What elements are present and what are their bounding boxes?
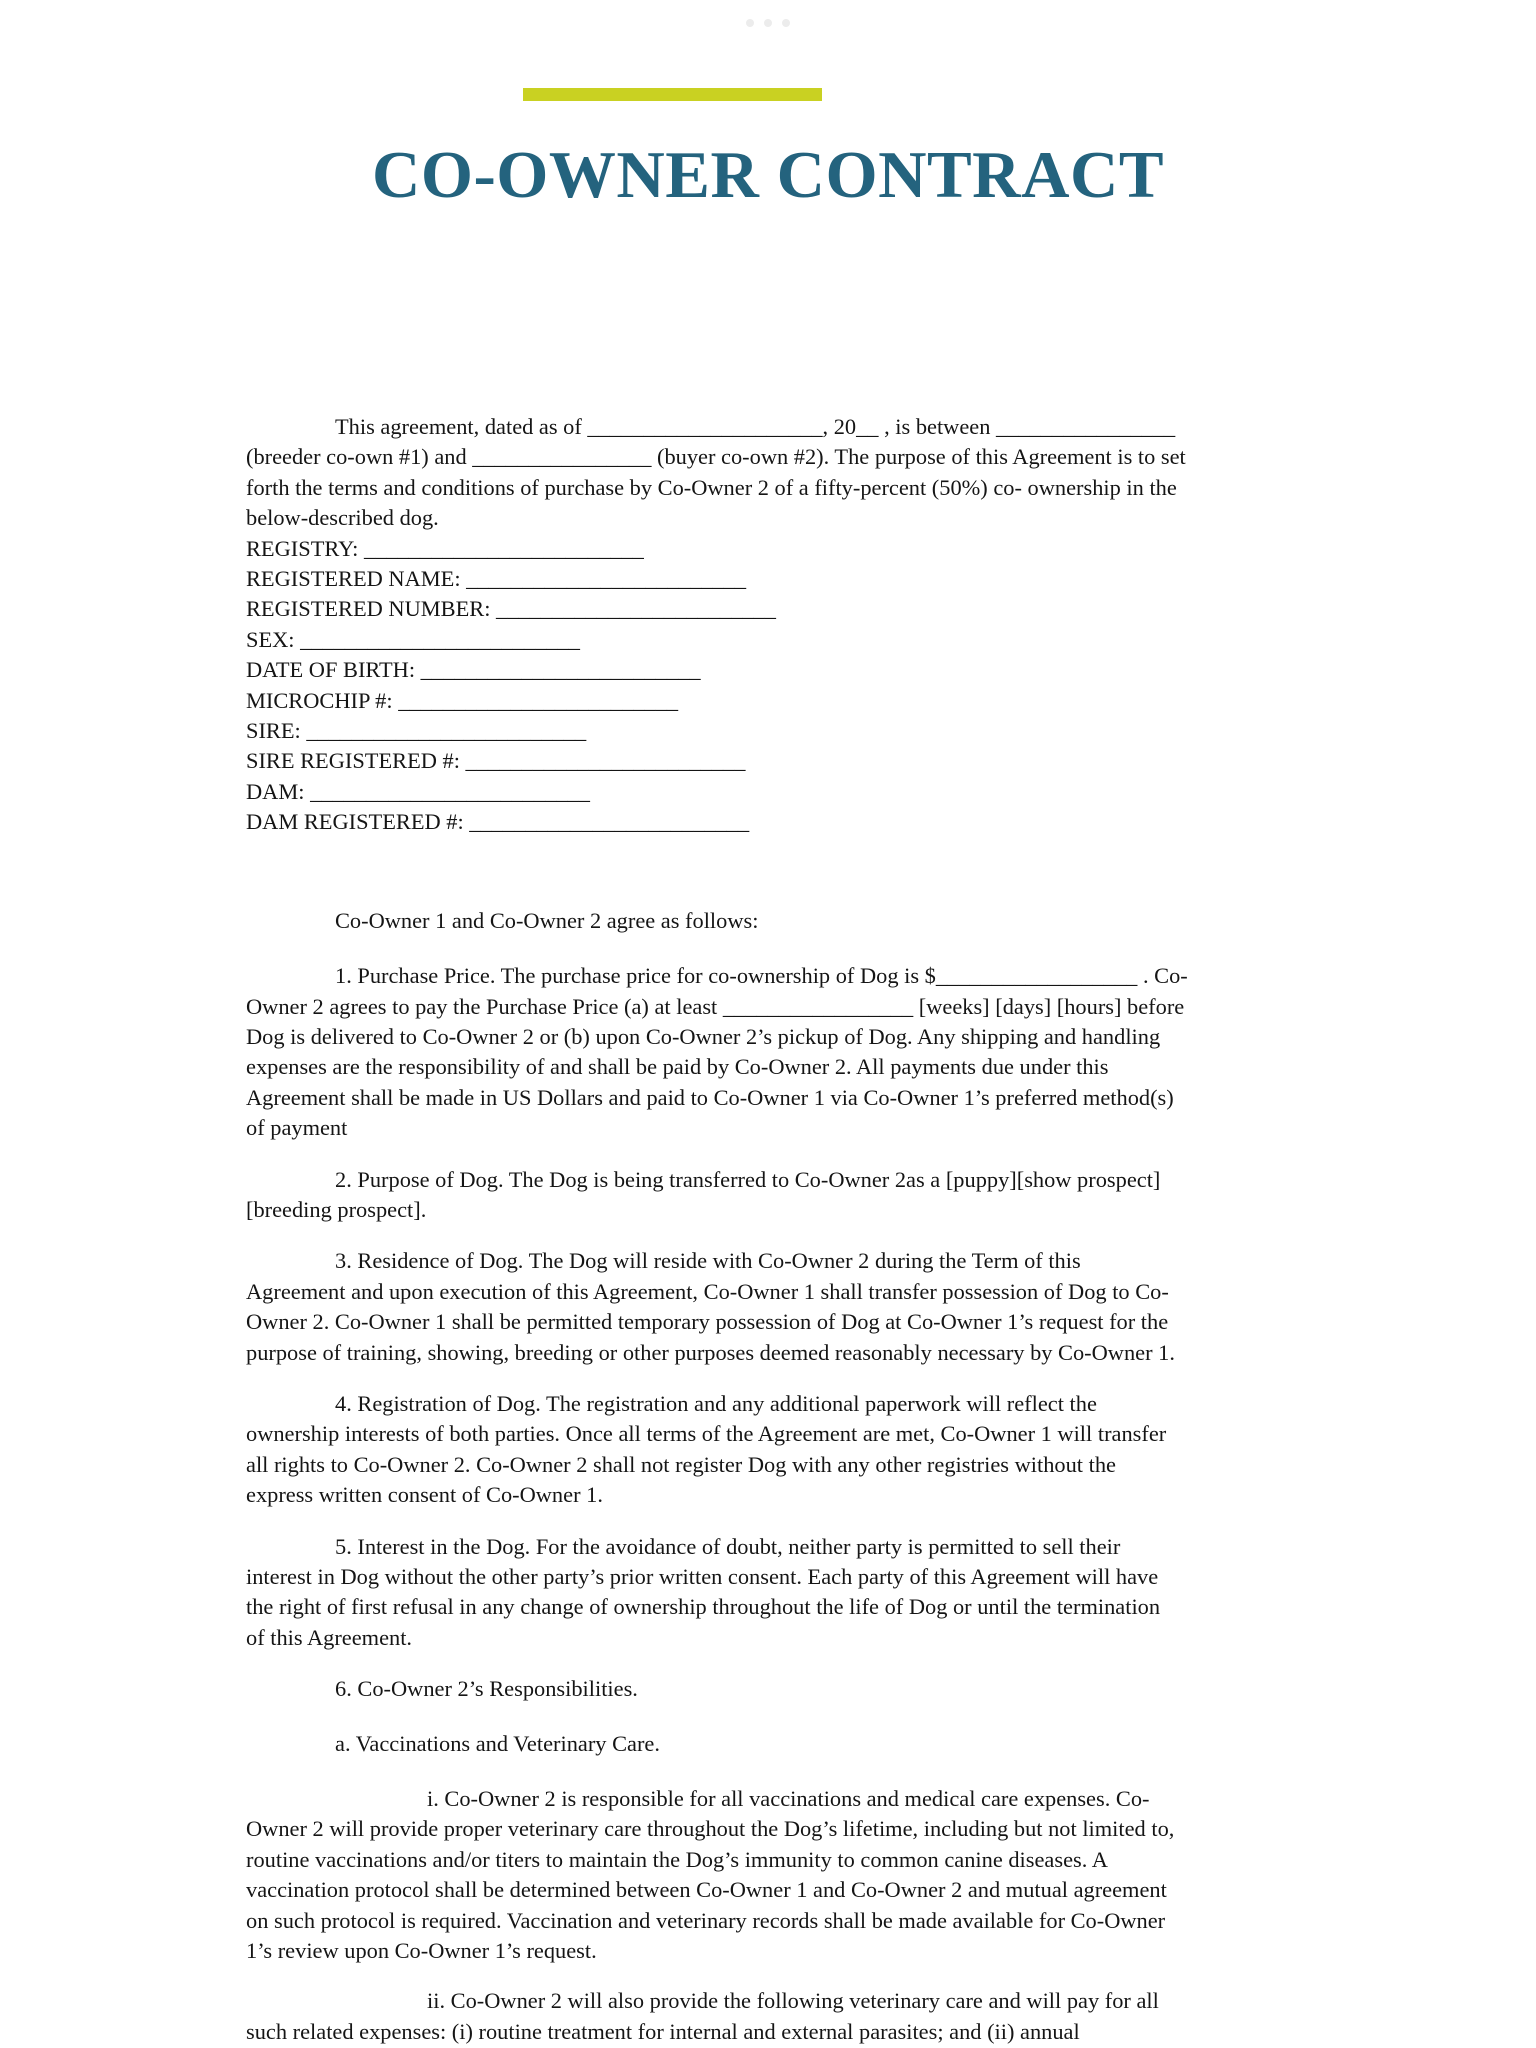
- paragraph-agree-line: Co-Owner 1 and Co-Owner 2 agree as follows:: [335, 907, 759, 933]
- dot-icon: [782, 19, 790, 27]
- paragraph-section-3-residence-of-dog: 3. Residence of Dog. The Dog will reside with Co-Owner 2 during the Term of this Agreement and upon execution of this Agreement, Co-Owner 1 shall transfer possession of Dog to Co- Owner 2. Co-Owner 1 shall be permitted temporary possession of Dog at Co-Owner 1’s request for the purpose of training, showing, breeding or other purposes deemed reasonably necessary by Co-Owner 1.: [246, 1248, 1175, 1365]
- accent-rule: [523, 88, 822, 101]
- paragraph-registry-block: REGISTRY: _________________________ REGISTERED NAME: _________________________ REGISTERED NUMBER: _________________________ SEX: _________________________ DATE OF BIRTH: _________________________ MICROCHIP #: _________________________ SIRE: _________________________ SIRE REGISTERED #: _________________________ DAM: _________________________ DAM REGISTERED #: _________________________: [246, 535, 776, 835]
- paragraph-section-6a-vaccinations: a. Vaccinations and Veterinary Care.: [335, 1730, 660, 1756]
- document-title: CO-OWNER CONTRACT: [371, 138, 1165, 212]
- ellipsis-dots-icon: [0, 19, 1536, 27]
- paragraph-intro: This agreement, dated as of _____________________, 20__ , is between ________________ (breeder co-own #1) and ________________ (buyer co-own #2). The purpose of this Agreement is to set forth the terms and conditions of purchase by Co-Owner 2 of a fifty-percent (50%) co- ownership in the below-described dog.: [246, 414, 1186, 531]
- paragraph-section-2-purpose-of-dog: 2. Purpose of Dog. The Dog is being transferred to Co-Owner 2as a [puppy][show prospect] [breeding prospect].: [246, 1166, 1161, 1222]
- dot-icon: [764, 19, 772, 27]
- paragraph-section-5-interest-in-the-dog: 5. Interest in the Dog. For the avoidance of doubt, neither party is permitted to sell their interest in Dog without the other party’s prior written consent. Each party of this Agreement will have the right of first refusal in any change of ownership throughout the life of Dog or until the termination of this Agreement.: [246, 1533, 1161, 1650]
- paragraph-section-6a-ii: ii. Co-Owner 2 will also provide the following veterinary care and will pay for all such related expenses: (i) routine treatment for internal and external parasites; and (ii) annual: [246, 1988, 1159, 2044]
- paragraph-section-4-registration-of-dog: 4. Registration of Dog. The registration and any additional paperwork will reflect the ownership interests of both parties. Once all terms of the Agreement are met, Co-Owner 1 will transfer all rights to Co-Owner 2. Co-Owner 2 shall not register Dog with any other registries without the express written consent of Co-Owner 1.: [246, 1390, 1167, 1508]
- document-body: [246, 412, 1300, 2047]
- paragraph-section-1-purchase-price: 1. Purchase Price. The purchase price for co-ownership of Dog is $__________________ . Co- Owner 2 agrees to pay the Purchase Price (a) at least _________________ [weeks] [days] [hours] before Dog is delivered to Co-Owner 2 or (b) upon Co-Owner 2’s pickup of Dog. Any shipping and handling expenses are the responsibility of and shall be paid by Co-Owner 2. All payments due under this Agreement shall be made in US Dollars and paid to Co-Owner 1 via Co-Owner 1’s preferred method(s) of payment: [246, 963, 1188, 1141]
- dot-icon: [746, 19, 754, 27]
- paragraph-section-6a-i: i. Co-Owner 2 is responsible for all vaccinations and medical care expenses. Co- Owner 2 will provide proper veterinary care throughout the Dog’s lifetime, including but not limited to, routine vaccinations and/or titers to maintain the Dog’s immunity to common canine diseases. A vaccination protocol shall be determined between Co-Owner 1 and Co-Owner 2 and mutual agreement on such protocol is required. Vaccination and veterinary records shall be made available for Co-Owner 1’s review upon Co-Owner 1’s request.: [246, 1786, 1175, 1964]
- paragraph-section-6-responsibilities: 6. Co-Owner 2’s Responsibilities.: [335, 1676, 638, 1702]
